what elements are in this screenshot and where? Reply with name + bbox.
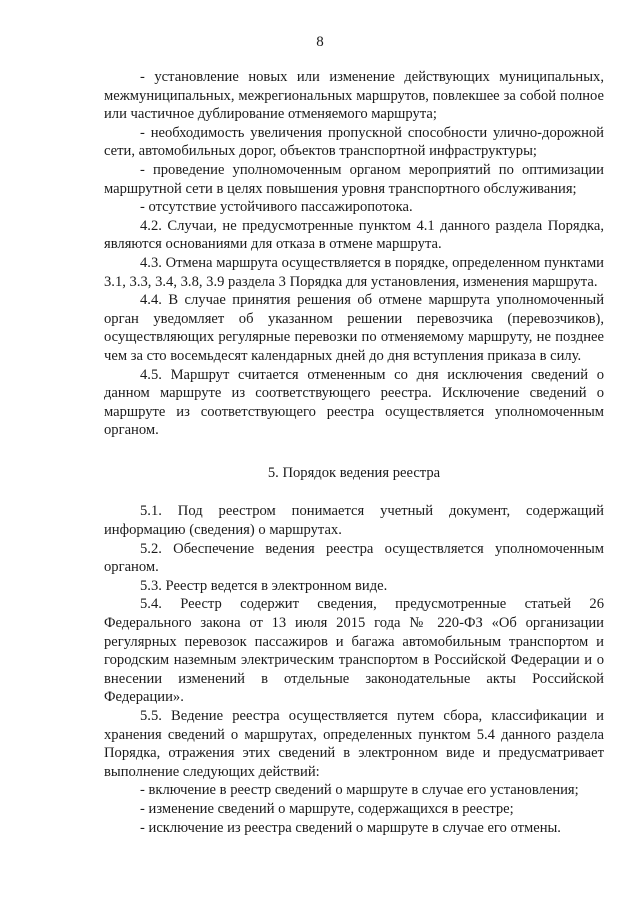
paragraph-4-2: 4.2. Случаи, не предусмотренные пунктом 4.1 данного раздела Порядка, являются основаниями для отказа в отмене маршрута. bbox=[104, 217, 604, 253]
paragraph-5-1: 5.1. Под реестром понимается учетный документ, содержащий информацию (сведения) о маршрутах. bbox=[104, 503, 604, 539]
paragraph-4-5: 4.5. Маршрут считается отмененным со дня исключения сведений о данном маршруте из соответствующего реестра. Исключение сведений о маршруте из соответствующего реестра осуществляется уполномоченным органом. bbox=[104, 366, 604, 439]
paragraph-5-2: 5.2. Обеспечение ведения реестра осуществляется уполномоченным органом. bbox=[104, 540, 604, 576]
document-body bbox=[104, 68, 604, 837]
paragraph-dash-include: - включение в реестр сведений о маршруте в случае его установления; bbox=[140, 782, 579, 799]
paragraph-4-4: 4.4. В случае принятия решения об отмене маршрута уполномоченный орган уведомляет об указанном решении перевозчика (перевозчиков), осуществляющих регулярные перевозки по отменяемому маршруту, не позднее чем за сто восемьдесят календарных дней до дня вступления приказа в силу. bbox=[104, 292, 604, 364]
paragraph-dash-change: - изменение сведений о маршруте, содержащихся в реестре; bbox=[140, 800, 514, 817]
paragraph-5-4: 5.4. Реестр содержит сведения, предусмотренные статьей 26 Федерального закона от 13 июля 2015 года № 220-ФЗ «Об организации регулярных перевозок пассажиров и багажа автомобильным транспортом и городским наземным электрическим транспортом в Российской Федерации и о внесении изменений в отдельные законодательные акты Российской Федерации». bbox=[104, 596, 604, 706]
section-title: 5. Порядок ведения реестра bbox=[267, 464, 441, 481]
paragraph-5-5: 5.5. Ведение реестра осуществляется путем сбора, классификации и хранения сведений о маршрутах, определенных пунктом 5.4 данного раздела Порядка, отражения этих сведений в электронном виде и предусматривает выполнение следующих действий: bbox=[104, 708, 604, 780]
paragraph-5-3: 5.3. Реестр ведется в электронном виде. bbox=[140, 577, 388, 594]
page-number: 8 bbox=[316, 34, 324, 50]
paragraph-dash-new-routes: - установление новых или изменение действующих муниципальных, межмуниципальных, межрегиональных маршрутов, повлекшее за собой полное или частичное дублирование отменяемого маршрута; bbox=[104, 69, 604, 123]
paragraph-dash-optimization: - проведение уполномоченным органом мероприятий по оптимизации маршрутной сети в целях повышения уровня транспортного обслуживания; bbox=[104, 161, 604, 197]
paragraph-dash-exclude: - исключение из реестра сведений о маршруте в случае его отмены. bbox=[140, 819, 561, 836]
paragraph-dash-no-passenger-flow: - отсутствие устойчивого пассажиропотока. bbox=[140, 199, 413, 216]
paragraph-4-3: 4.3. Отмена маршрута осуществляется в порядке, определенном пунктами 3.1, 3.3, 3.4, 3.8, 3.9 раздела 3 Порядка для установления, изменения маршрута. bbox=[104, 254, 604, 290]
paragraph-dash-capacity: - необходимость увеличения пропускной способности улично-дорожной сети, автомобильных дорог, объектов транспортной инфраструктуры; bbox=[104, 124, 604, 160]
